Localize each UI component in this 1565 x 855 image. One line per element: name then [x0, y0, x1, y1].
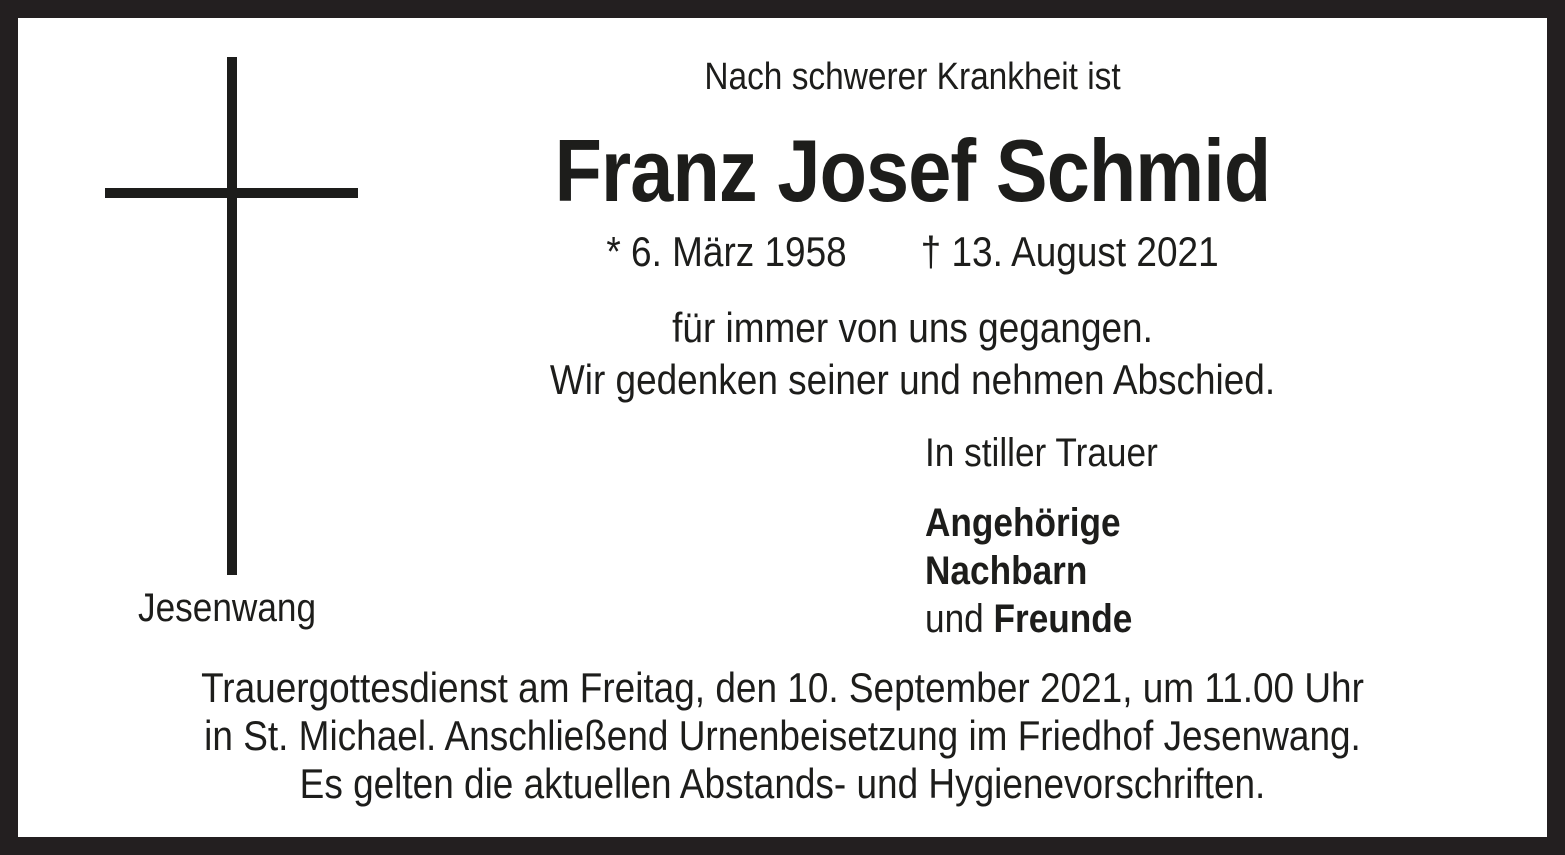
mourning-signature-block	[925, 433, 1158, 643]
mourner-3-prefix: und	[925, 597, 994, 641]
service-line-3: Es gelten die aktuellen Abstands- und Hygienevorschriften.	[299, 760, 1266, 807]
service-line-2: in St. Michael. Anschließend Urnenbeisetzung im Friedhof Jesenwang.	[204, 712, 1361, 759]
death-date: † 13. August 2021	[920, 228, 1219, 275]
mourner-3-name: Freunde	[993, 597, 1133, 641]
mourning-intro: In stiller Trauer	[925, 431, 1158, 475]
intro-line: Nach schwerer Krankheit ist	[704, 56, 1121, 98]
service-line-1: Trauergottesdienst am Freitag, den 10. September 2021, um 11.00 Uhr	[201, 664, 1364, 711]
place-name: Jesenwang	[138, 586, 317, 630]
service-details	[24, 664, 1541, 808]
mourner-3	[925, 595, 1158, 643]
farewell-line-1: für immer von uns gegangen.	[672, 304, 1153, 351]
mourners-list	[925, 499, 1158, 643]
deceased-name: Franz Josef Schmid	[554, 121, 1271, 220]
birth-date: * 6. März 1958	[606, 228, 847, 275]
cross-vertical-bar	[227, 57, 237, 575]
mourner-2: Nachbarn	[925, 549, 1088, 593]
farewell-line-2: Wir gedenken seiner und nehmen Abschied.	[549, 356, 1276, 403]
mourner-1: Angehörige	[925, 501, 1121, 545]
life-dates-line	[356, 228, 1469, 275]
